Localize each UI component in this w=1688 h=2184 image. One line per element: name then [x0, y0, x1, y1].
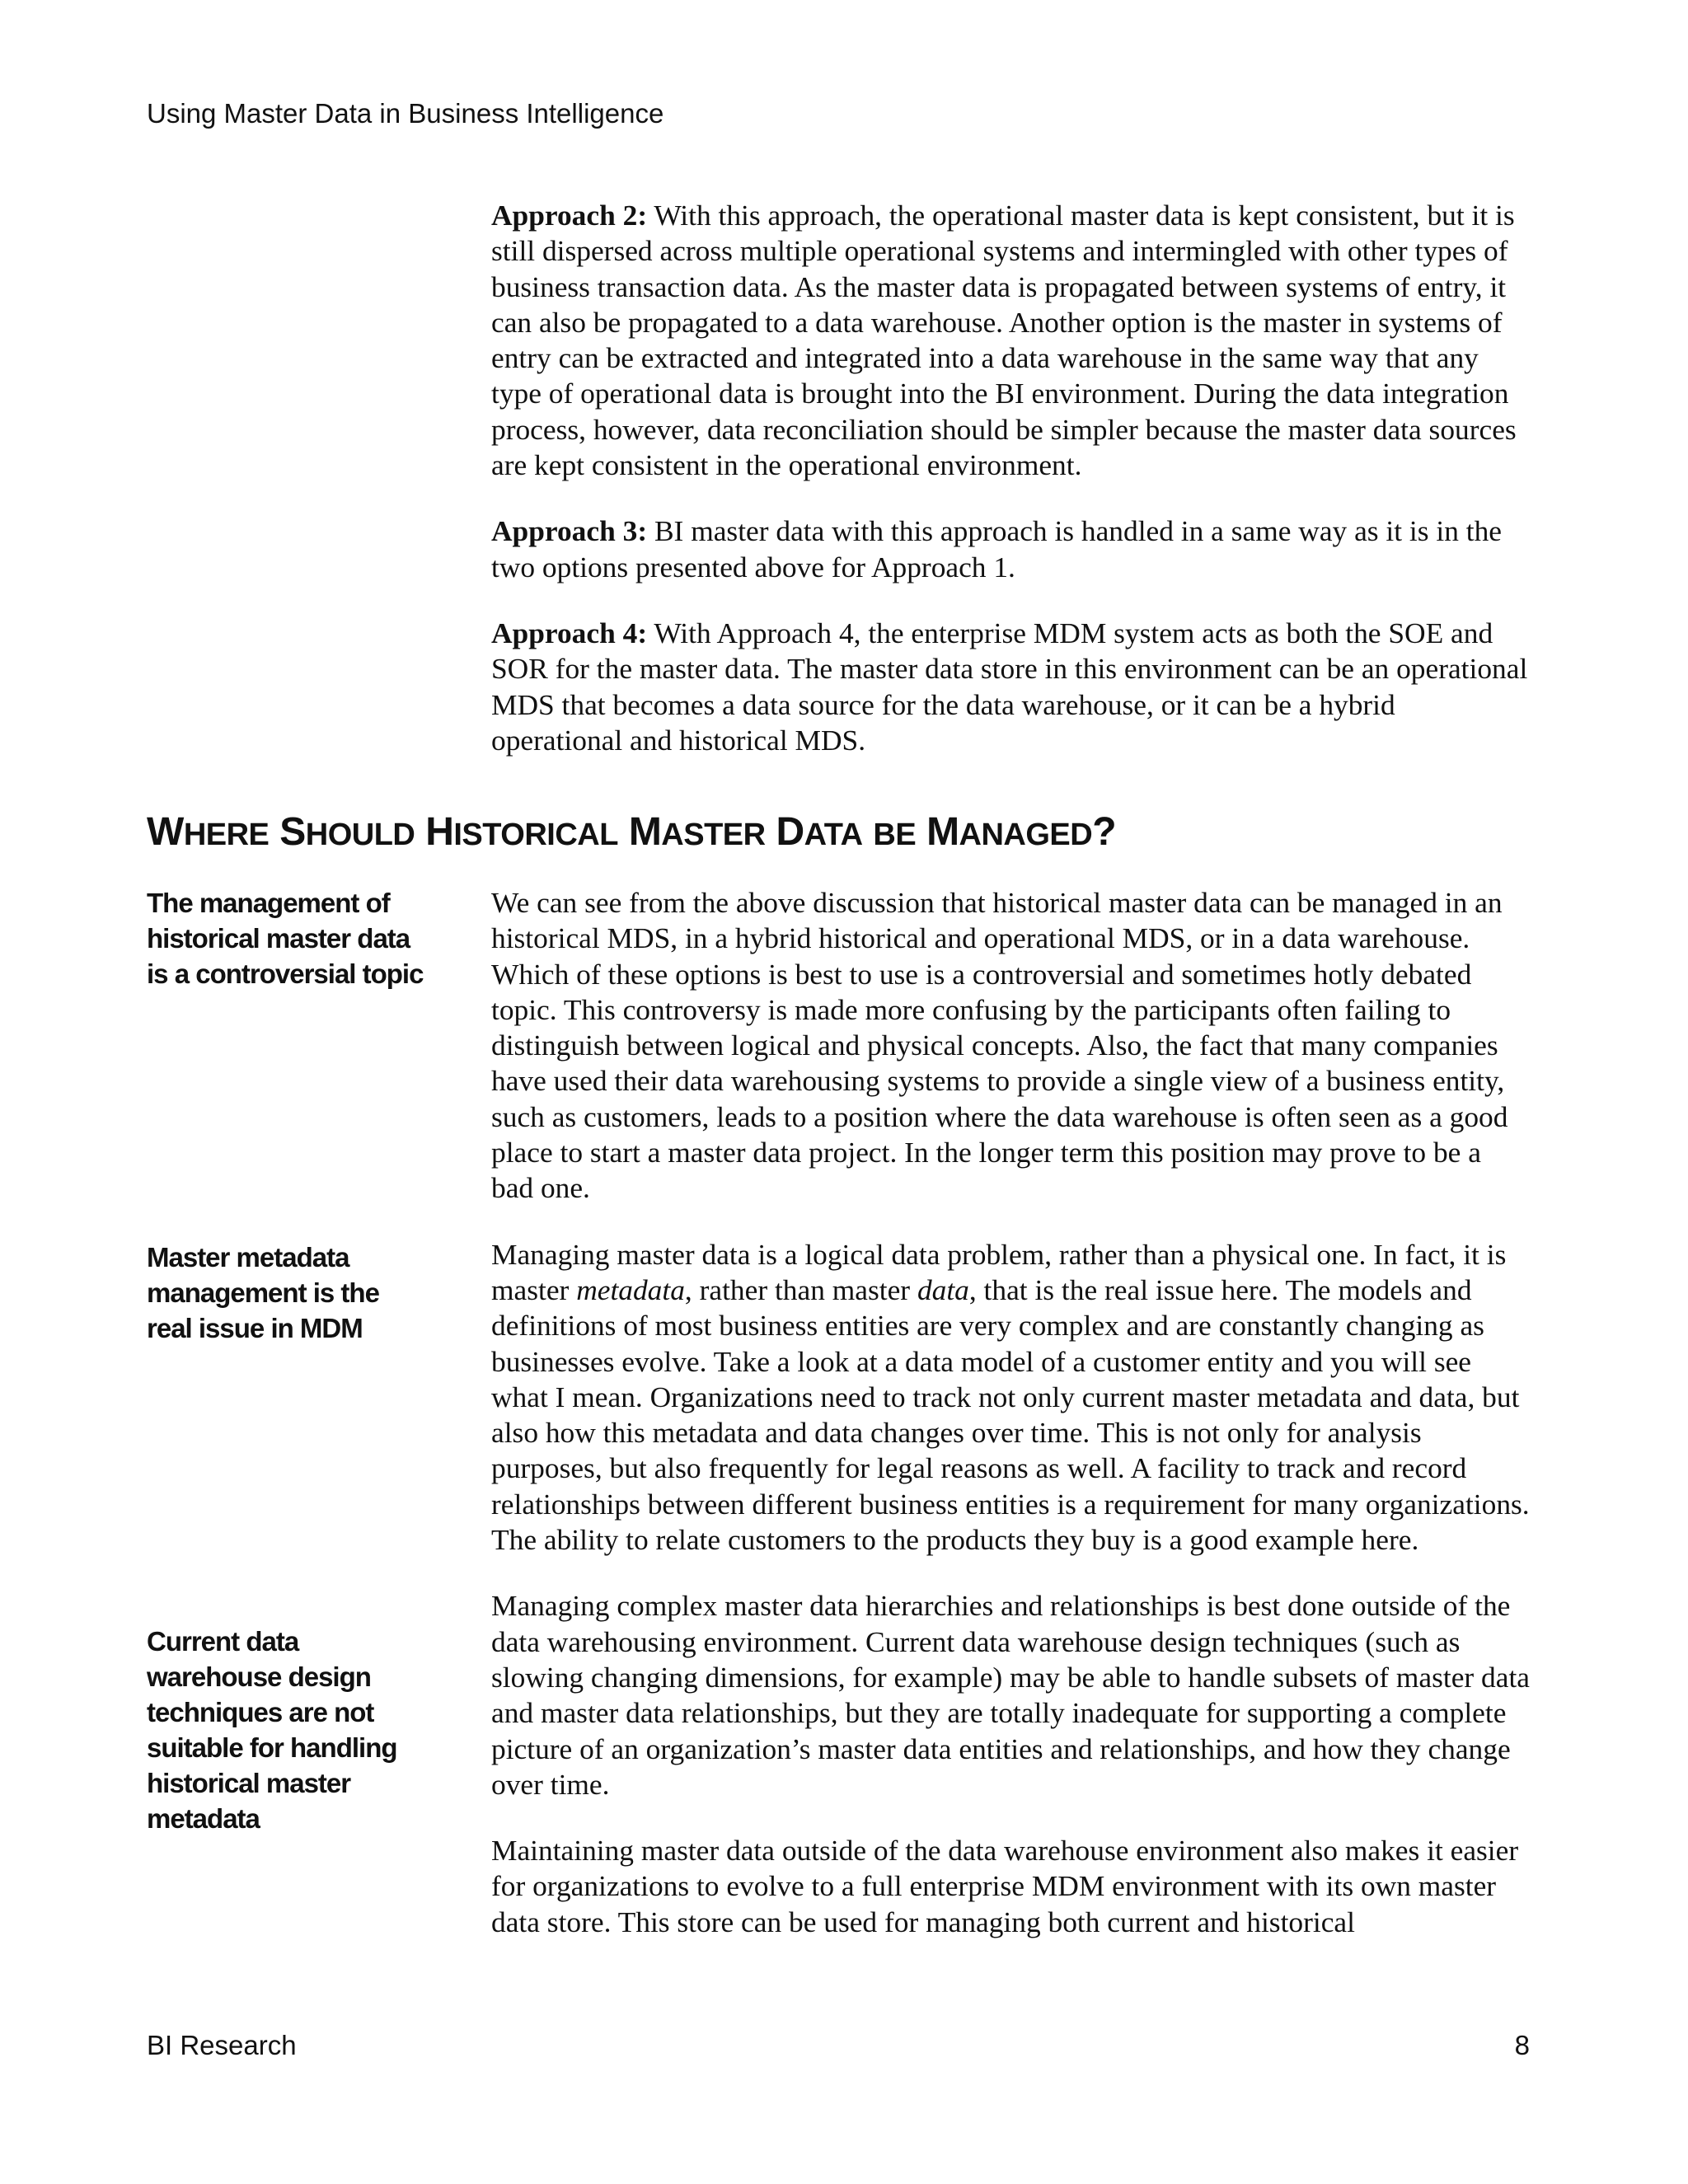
- section-text-column: [491, 885, 1530, 1940]
- heading-char: M: [628, 810, 662, 854]
- text-run: Managing master data is a logical data problem, rather than a physical one. In fact, it is master: [491, 1237, 1507, 1306]
- heading-char: D: [776, 810, 804, 854]
- page-number: 8: [1514, 2030, 1530, 2060]
- body-paragraph-2: [491, 1237, 1530, 1558]
- approach-3-text: BI master data with this approach is handled in a same way as it is in the two options presented above for Approach 1.: [491, 514, 1502, 583]
- emphasis: data: [917, 1272, 969, 1306]
- footer-publisher: BI Research: [147, 2030, 297, 2060]
- approach-2-paragraph: [491, 198, 1530, 483]
- heading-word: ASTER: [661, 818, 766, 852]
- approach-4-text: With Approach 4, the enterprise MDM system acts as both the SOE and SOR for the master data. The master data store in this environment can be an operational MDS that becomes a data source for the data warehouse, or it can be a hybrid operational and historical MDS.: [491, 616, 1528, 757]
- approach-2-text: With this approach, the operational master data is kept consistent, but it is still dispersed across multiple operational systems and intermingled with other types of business transaction data. As the master data is propagated between systems of entry, it can also be propagated to a data warehouse. Another option is the master in systems of entry can be extracted and integrated into a data warehouse in the same way that any type of operational data is brought into the BI environment. During the data integration process, however, data reconciliation should be simpler because the master data sources are kept consistent in the operational environment.: [491, 199, 1517, 482]
- approach-4-paragraph: [491, 616, 1530, 758]
- section-heading: [147, 808, 1116, 860]
- body-paragraph-3: Managing complex master data hierarchies and relationships is best done outside of the data warehousing environment. Current data warehouse design techniques (such as slowing changing dimensions, for example) may be able to handle subsets of master data and master data relationships, but they are totally inadequate for supporting a complete picture of an organization’s master data entities and relationships, and how they change over time.: [491, 1589, 1530, 1801]
- heading-word: BE: [873, 818, 917, 852]
- approach-3-paragraph: [491, 513, 1530, 585]
- text-run: , that is the real issue here. The models and definitions of most business entities are very complex and are constantly changing as businesses evolve. Take a look at a data model of a customer entity and you will see what I mean. Organizations need to track not only current master metadata and data, but also how this metadata and data changes over time. This is not only for analysis purposes, but also frequently for legal reasons as well. A facility to track and record relationships between different business entities is a requirement for many organizations. The ability to relate customers to the products they buy is a good example here.: [491, 1272, 1530, 1557]
- heading-word: HERE: [183, 818, 270, 852]
- main-text-column: [491, 198, 1530, 758]
- heading-char: M: [926, 810, 959, 854]
- side-note-3: Current data warehouse design techniques are not suitable for handling historical master metadata: [147, 1626, 397, 1834]
- heading-char: S: [279, 810, 306, 854]
- body-paragraph-1: We can see from the above discussion that historical master data can be managed in an historical MDS, in a hybrid historical and operational MDS, or in a data warehouse. Which of these options is best to use is a controversial and sometimes hotly debated topic. This controversy is made more confusing by the participants often failing to distinguish between logical and physical concepts. Also, the fact that many companies have used their data warehousing systems to provide a single view of a business entity, such as customers, leads to a position where the data warehouse is often seen as a good place to start a master data project. In the longer term this position may prove to be a bad one.: [491, 886, 1508, 1205]
- heading-char: ?: [1092, 810, 1117, 854]
- heading-word: HOULD: [305, 818, 415, 852]
- emphasis: metadata: [576, 1272, 685, 1306]
- side-note-1: The management of historical master data is a controversial topic: [147, 888, 424, 989]
- heading-word: ATA: [804, 818, 863, 852]
- approach-3-label: Approach 3:: [491, 514, 648, 548]
- text-run: , rather than master: [684, 1272, 917, 1306]
- running-header: Using Master Data in Business Intelligence: [147, 98, 664, 129]
- side-note-2: Master metadata management is the real issue in MDM: [147, 1242, 379, 1343]
- approach-2-label: Approach 2:: [491, 199, 648, 232]
- heading-word: ANAGED: [959, 818, 1093, 852]
- heading-char: W: [147, 810, 184, 854]
- heading-char: H: [425, 810, 454, 854]
- heading-word: ISTORICAL: [453, 818, 618, 852]
- approach-4-label: Approach 4:: [491, 616, 648, 649]
- body-paragraph-4: Maintaining master data outside of the data warehouse environment also makes it easier for organizations to evolve to a full enterprise MDM environment with its own master data store. This store can be used for managing both current and historical: [491, 1834, 1519, 1938]
